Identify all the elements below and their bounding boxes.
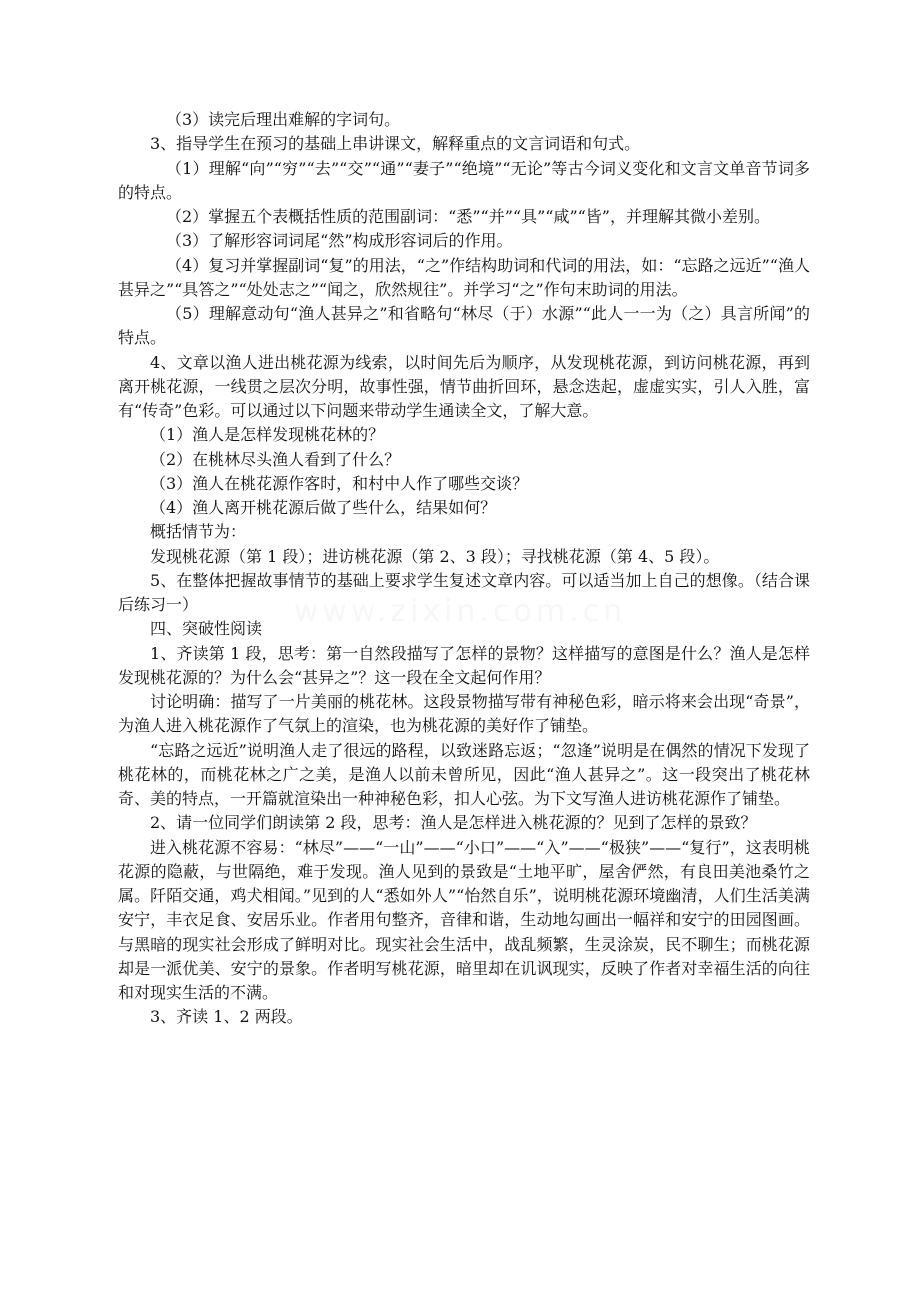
- paragraph: （3）读完后理出难解的字词句。: [166, 110, 401, 129]
- paragraph: 4、文章以渔人进出桃花源为线索，以时间先后为顺序，从发现桃花源，到访问桃花源，再到离开桃花源，一线贯之层次分明，故事性强，情节曲折回环，悬念迭起，虚虚实实，引人入胜，富有“传奇”色彩。可以通过以下问题来带动学生通读全文，了解大意。: [118, 352, 810, 420]
- paragraph: 进入桃花源不容易：“林尽”——“一山”——“小口”——“入”——“极狭”——“复行”，这表明桃花源的隐蔽，与世隔绝，难于发现。渔人见到的景致是“土地平旷，屋舍俨然，有良田美池桑竹之属。阡陌交通，鸡犬相闻。”见到的人“悉如外人”“怡然自乐”，说明桃花源环境幽清，人们生活美满安宁，丰衣足食、安居乐业。作者用句整齐，音律和谐，生动地勾画出一幅祥和安宁的田园图画。与黑暗的现实社会形成了鲜明对比。现实社会生活中，战乱频繁，生灵涂炭，民不聊生；而桃花源却是一派优美、安宁的景象。作者明写桃花源，暗里却在讥讽现实，反映了作者对幸福生活的向往和对现实生活的不满。: [118, 837, 810, 1002]
- document-body: [118, 108, 810, 1030]
- paragraph: （3）渔人在桃花源作客时，和村中人作了哪些交谈？: [150, 473, 529, 493]
- paragraph: （2）在桃林尽头渔人看到了什么？: [150, 449, 401, 469]
- paragraph: （1）理解“向”“穷”“去”“交”“通”“妻子”“绝境”“无论”等古今词义变化和文言文单音节词多的特点。: [118, 158, 810, 202]
- paragraph: 发现桃花源（第 1 段）；进访桃花源（第 2、3 段）；寻找桃花源（第 4、5 段）。: [150, 546, 720, 566]
- paragraph: （1）渔人是怎样发现桃花林的？: [150, 425, 385, 445]
- paragraph: 3、齐读 1、2 两段。: [150, 1007, 303, 1027]
- watermark: www.zixin.com.cn: [293, 594, 627, 629]
- paragraph: （2）掌握五个表概括性质的范围副词：“悉”“并”“具”“咸”“皆”，并理解其微小差别。: [166, 207, 770, 226]
- paragraph: （4）渔人离开桃花源后做了些什么，结果如何？: [150, 498, 497, 517]
- paragraph: 概括情节为：: [150, 522, 247, 542]
- paragraph: （4）复习并掌握副词“复”的用法，“之”作结构助词和代词的用法，如：“忘路之远近”“渔人甚异之”“具答之”“处处志之”“闻之，欣然规往”。并学习“之”作句末助词的用法。: [118, 255, 810, 299]
- paragraph: 2、请一位同学们朗读第 2 段，思考：渔人是怎样进入桃花源的？见到了怎样的景致？: [150, 813, 757, 833]
- paragraph: 1、齐读第 1 段，思考：第一自然段描写了怎样的景物？这样描写的意图是什么？渔人是怎样发现桃花源的？为什么会“甚异之”？这一段在全文起何作用？: [118, 643, 810, 687]
- paragraph: 四、突破性阅读: [150, 619, 263, 639]
- paragraph: “忘路之远近”说明渔人走了很远的路程，以致迷路忘返；“忽逢”说明是在偶然的情况下发现了桃花林的，而桃花林之广之美，是渔人以前未曾所见，因此“渔人甚异之”。这一段突出了桃花林奇、美的特点，一开篇就渲染出一种神秘色彩，扣人心弦。为下文写渔人进访桃花源作了铺垫。: [118, 740, 810, 808]
- paragraph: 5、在整体把握故事情节的基础上要求学生复述文章内容。可以适当加上自己的想像。（结合课后练习一）: [118, 570, 810, 614]
- paragraph: 讨论明确：描写了一片美丽的桃花林。这段景物描写带有神秘色彩，暗示将来会出现“奇景”，为渔人进入桃花源作了气氛上的渲染，也为桃花源的美好作了铺垫。: [118, 692, 810, 736]
- paragraph: 3、指导学生在预习的基础上串讲课文，解释重点的文言词语和句式。: [150, 134, 641, 154]
- paragraph: （3）了解形容词词尾“然”构成形容词后的作用。: [166, 231, 513, 251]
- paragraph: （5）理解意动句“渔人甚异之”和省略句“林尽（于）水源”“此人一一为（之）具言所闻”的特点。: [118, 304, 810, 348]
